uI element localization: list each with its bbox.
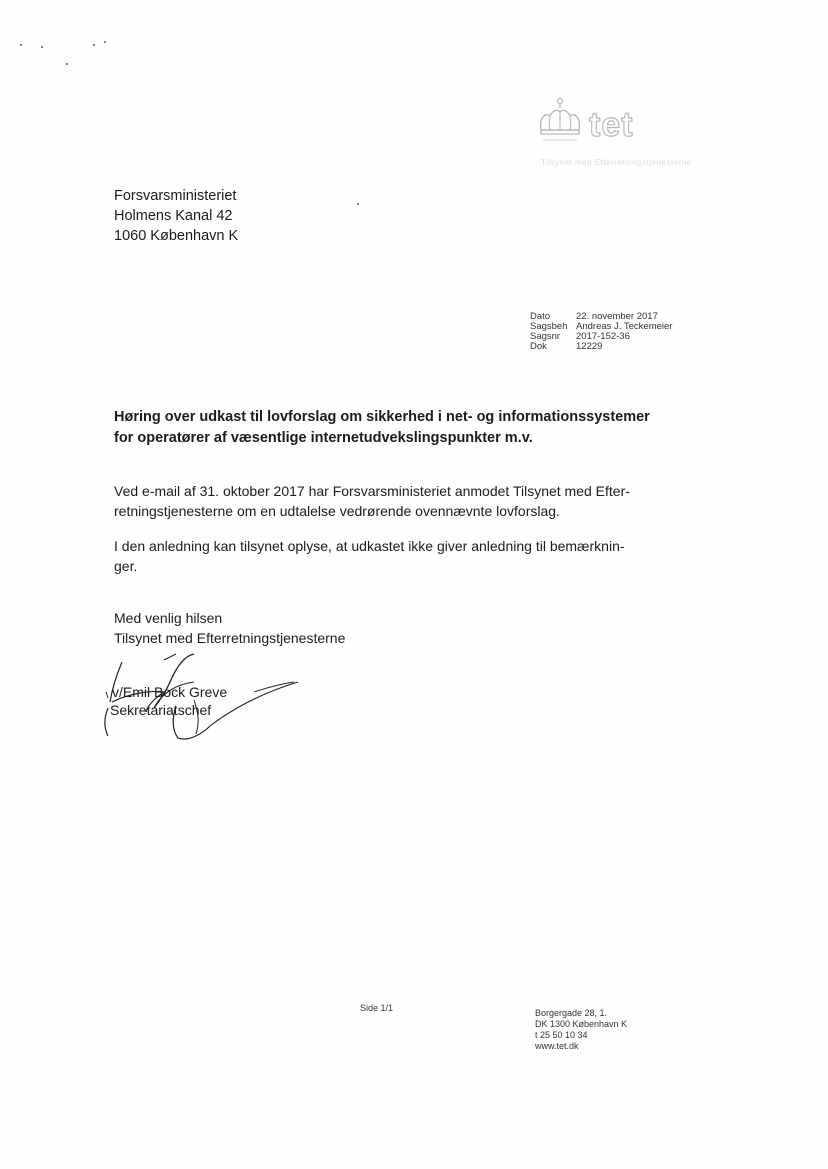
address-line: Borgergade 28, 1. bbox=[535, 1008, 608, 1018]
meta-value: 12229 bbox=[576, 341, 603, 352]
sender-address bbox=[535, 1008, 627, 1052]
recipient-line: 1060 København K bbox=[114, 228, 239, 244]
recipient-line: Holmens Kanal 42 bbox=[114, 208, 233, 224]
closing-line: Med venlig hilsen bbox=[114, 610, 223, 626]
meta-row-document bbox=[530, 342, 672, 352]
meta-key: Dok bbox=[530, 341, 547, 352]
body-paragraph bbox=[114, 481, 674, 521]
scan-speck bbox=[104, 41, 106, 43]
scan-speck bbox=[20, 44, 22, 46]
paragraph-line: Ved e-mail af 31. oktober 2017 har Forsvarsministeriet anmodet Tilsynet med Efter- bbox=[114, 483, 630, 499]
scan-speck bbox=[357, 203, 359, 205]
scan-speck bbox=[93, 44, 95, 46]
meta-key: Sagsbeh bbox=[530, 321, 568, 332]
document-meta bbox=[530, 312, 672, 352]
subject-line: Høring over udkast til lovforslag om sikkerhed i net- og informationssystemer bbox=[114, 409, 650, 425]
tet-logo bbox=[533, 96, 723, 176]
logo-wordmark: tet bbox=[589, 106, 634, 144]
signatory-name: v/Emil Bock Greve bbox=[112, 684, 228, 700]
meta-key: Sagsnr bbox=[530, 331, 561, 342]
meta-value: Andreas J. Teckemeier bbox=[576, 321, 673, 332]
letter-closing bbox=[114, 608, 345, 648]
meta-value: 22. november 2017 bbox=[576, 311, 658, 322]
scan-speck bbox=[41, 46, 43, 48]
letter-subject bbox=[114, 407, 734, 449]
paragraph-line: I den anledning kan tilsynet oplyse, at udkastet ikke giver anledning til bemærknin- bbox=[114, 538, 625, 554]
recipient-line: Forsvarsministeriet bbox=[114, 188, 237, 204]
crown-icon bbox=[533, 96, 587, 148]
page-number: Side 1/1 bbox=[360, 1003, 394, 1013]
meta-value: 2017-152-36 bbox=[576, 331, 630, 342]
address-line: DK 1300 København K bbox=[535, 1019, 628, 1029]
paragraph-line: retningstjenesterne om en udtalelse vedrørende ovennævnte lovforslag. bbox=[114, 503, 560, 519]
closing-line: Tilsynet med Efterretningstjenesterne bbox=[114, 630, 346, 646]
body-paragraph bbox=[114, 536, 674, 576]
address-line: www.tet.dk bbox=[535, 1041, 579, 1051]
meta-key: Dato bbox=[530, 311, 551, 322]
logo-tagline: Tilsynet med Efterretningstjenesterne bbox=[541, 158, 692, 167]
scan-speck bbox=[66, 63, 68, 65]
recipient-address bbox=[114, 186, 238, 246]
paragraph-line: ger. bbox=[114, 558, 138, 574]
address-line: t 25 50 10 34 bbox=[535, 1030, 588, 1040]
signatory-title: Sekretariatschef bbox=[110, 702, 212, 718]
subject-line: for operatører af væsentlige internetudvekslingspunkter m.v. bbox=[114, 430, 533, 446]
